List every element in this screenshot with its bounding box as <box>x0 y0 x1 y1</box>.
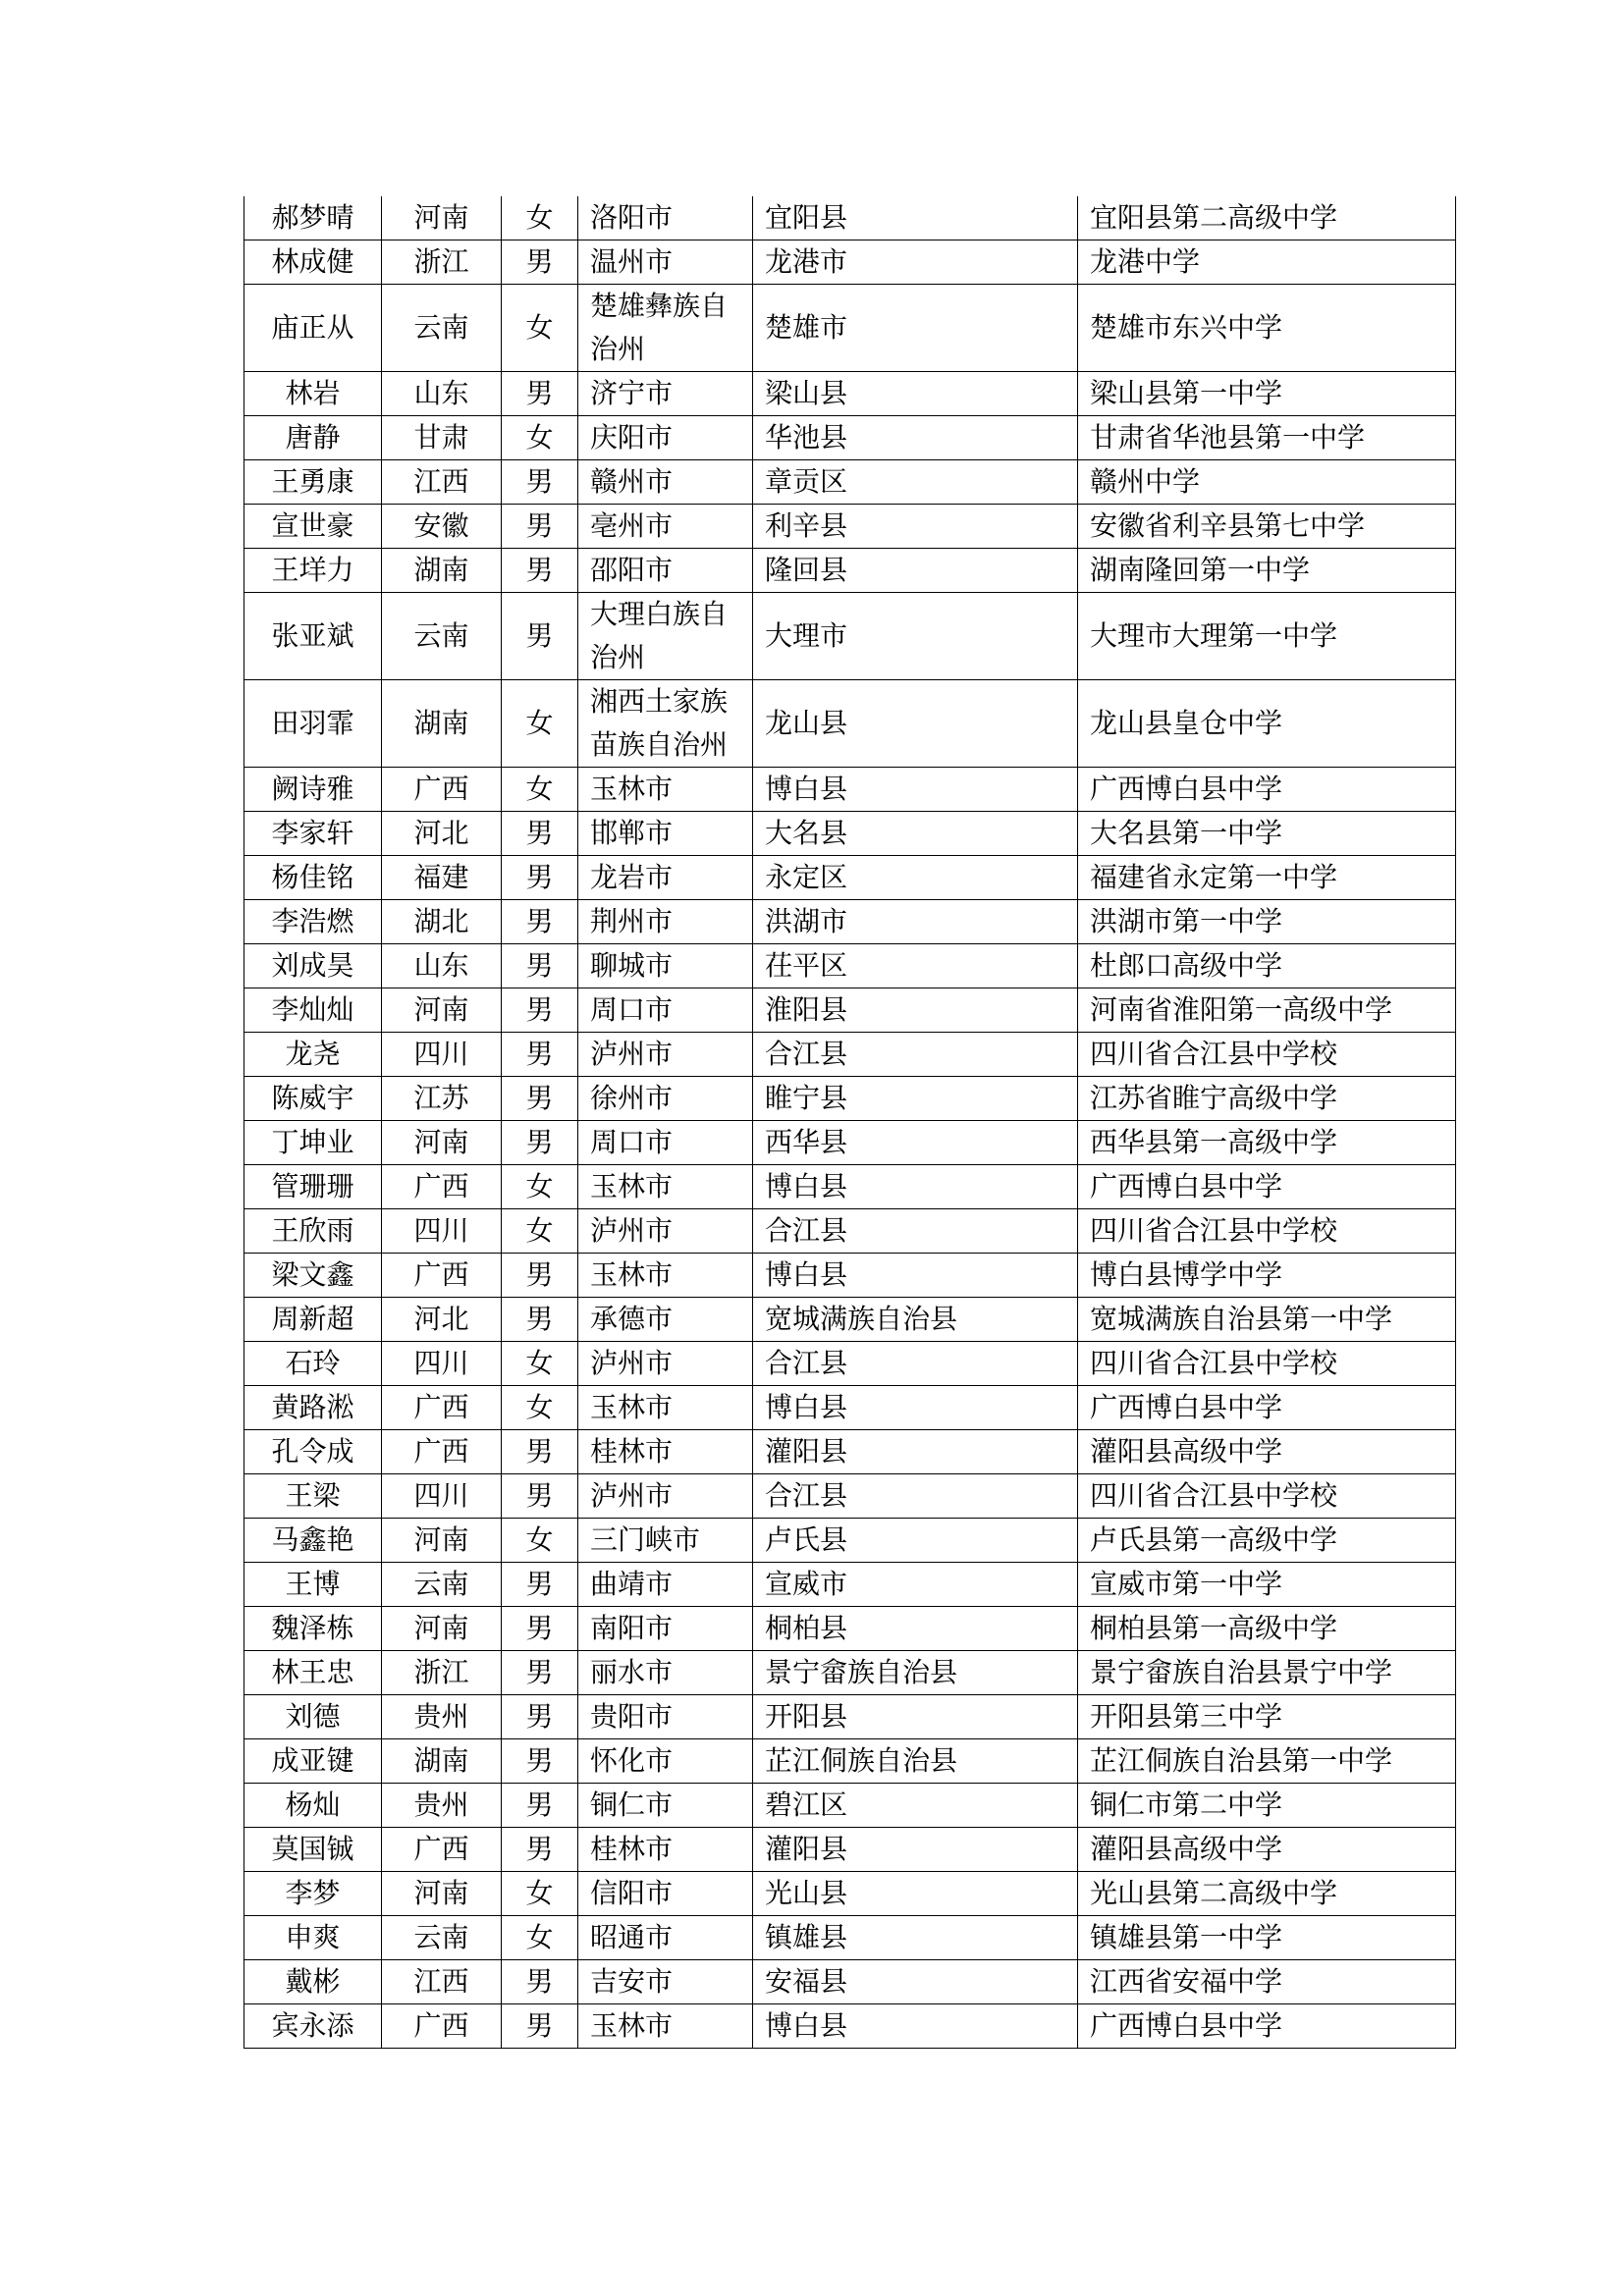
city-cell: 庆阳市 <box>578 416 753 460</box>
province-cell: 广西 <box>382 2004 502 2049</box>
province-cell: 云南 <box>382 285 502 372</box>
city-cell: 邯郸市 <box>578 812 753 856</box>
name-cell: 丁坤业 <box>244 1121 382 1165</box>
province-cell: 云南 <box>382 1916 502 1960</box>
county-cell: 利辛县 <box>753 505 1078 549</box>
school-cell: 四川省合江县中学校 <box>1078 1342 1456 1386</box>
table-row <box>244 1828 1456 1872</box>
school-cell: 光山县第二高级中学 <box>1078 1872 1456 1916</box>
province-cell: 河南 <box>382 1607 502 1651</box>
province-cell: 江西 <box>382 460 502 505</box>
name-cell: 李家轩 <box>244 812 382 856</box>
county-cell: 合江县 <box>753 1474 1078 1519</box>
school-cell: 杜郎口高级中学 <box>1078 944 1456 988</box>
table-row <box>244 1960 1456 2004</box>
county-cell: 合江县 <box>753 1209 1078 1254</box>
name-cell: 李梦 <box>244 1872 382 1916</box>
school-cell: 广西博白县中学 <box>1078 768 1456 812</box>
name-cell: 王勇康 <box>244 460 382 505</box>
table-row <box>244 416 1456 460</box>
name-cell: 周新超 <box>244 1298 382 1342</box>
school-cell: 安徽省利辛县第七中学 <box>1078 505 1456 549</box>
county-cell: 博白县 <box>753 2004 1078 2049</box>
city-cell: 湘西土家族苗族自治州 <box>578 680 753 768</box>
gender-cell: 男 <box>502 2004 578 2049</box>
table-row <box>244 2004 1456 2049</box>
city-cell: 赣州市 <box>578 460 753 505</box>
gender-cell: 男 <box>502 1739 578 1784</box>
county-cell: 睢宁县 <box>753 1077 1078 1121</box>
county-cell: 大名县 <box>753 812 1078 856</box>
county-cell: 宜阳县 <box>753 196 1078 240</box>
gender-cell: 女 <box>502 1386 578 1430</box>
school-cell: 江西省安福中学 <box>1078 1960 1456 2004</box>
city-cell: 桂林市 <box>578 1430 753 1474</box>
name-cell: 石玲 <box>244 1342 382 1386</box>
province-cell: 四川 <box>382 1342 502 1386</box>
name-cell: 庙正从 <box>244 285 382 372</box>
school-cell: 铜仁市第二中学 <box>1078 1784 1456 1828</box>
gender-cell: 男 <box>502 900 578 944</box>
gender-cell: 男 <box>502 1298 578 1342</box>
gender-cell: 女 <box>502 680 578 768</box>
school-cell: 灌阳县高级中学 <box>1078 1430 1456 1474</box>
table-row <box>244 680 1456 768</box>
city-cell: 荆州市 <box>578 900 753 944</box>
name-cell: 刘德 <box>244 1695 382 1739</box>
name-cell: 龙尧 <box>244 1033 382 1077</box>
county-cell: 宽城满族自治县 <box>753 1298 1078 1342</box>
school-cell: 博白县博学中学 <box>1078 1254 1456 1298</box>
name-cell: 王博 <box>244 1563 382 1607</box>
province-cell: 河北 <box>382 1298 502 1342</box>
table-row <box>244 1342 1456 1386</box>
name-cell: 李灿灿 <box>244 988 382 1033</box>
school-cell: 景宁畲族自治县景宁中学 <box>1078 1651 1456 1695</box>
school-cell: 四川省合江县中学校 <box>1078 1033 1456 1077</box>
province-cell: 山东 <box>382 944 502 988</box>
school-cell: 楚雄市东兴中学 <box>1078 285 1456 372</box>
school-cell: 卢氏县第一高级中学 <box>1078 1519 1456 1563</box>
school-cell: 广西博白县中学 <box>1078 2004 1456 2049</box>
name-cell: 林岩 <box>244 372 382 416</box>
table-row <box>244 460 1456 505</box>
city-cell: 温州市 <box>578 240 753 285</box>
name-cell: 梁文鑫 <box>244 1254 382 1298</box>
gender-cell: 男 <box>502 856 578 900</box>
city-cell: 怀化市 <box>578 1739 753 1784</box>
name-cell: 管珊珊 <box>244 1165 382 1209</box>
county-cell: 章贡区 <box>753 460 1078 505</box>
city-cell: 玉林市 <box>578 1254 753 1298</box>
province-cell: 贵州 <box>382 1784 502 1828</box>
city-cell: 邵阳市 <box>578 549 753 593</box>
school-cell: 甘肃省华池县第一中学 <box>1078 416 1456 460</box>
county-cell: 碧江区 <box>753 1784 1078 1828</box>
name-cell: 莫国铖 <box>244 1828 382 1872</box>
county-cell: 安福县 <box>753 1960 1078 2004</box>
city-cell: 南阳市 <box>578 1607 753 1651</box>
gender-cell: 男 <box>502 944 578 988</box>
province-cell: 云南 <box>382 1563 502 1607</box>
table-row <box>244 900 1456 944</box>
school-cell: 西华县第一高级中学 <box>1078 1121 1456 1165</box>
county-cell: 卢氏县 <box>753 1519 1078 1563</box>
name-cell: 黄路淞 <box>244 1386 382 1430</box>
name-cell: 张亚斌 <box>244 593 382 680</box>
province-cell: 河南 <box>382 1519 502 1563</box>
county-cell: 茌平区 <box>753 944 1078 988</box>
name-cell: 戴彬 <box>244 1960 382 2004</box>
city-cell: 周口市 <box>578 988 753 1033</box>
city-cell: 曲靖市 <box>578 1563 753 1607</box>
table-row <box>244 812 1456 856</box>
county-cell: 梁山县 <box>753 372 1078 416</box>
name-cell: 马鑫艳 <box>244 1519 382 1563</box>
table-row <box>244 856 1456 900</box>
county-cell: 西华县 <box>753 1121 1078 1165</box>
name-cell: 王欣雨 <box>244 1209 382 1254</box>
gender-cell: 女 <box>502 768 578 812</box>
county-cell: 淮阳县 <box>753 988 1078 1033</box>
name-cell: 陈威宇 <box>244 1077 382 1121</box>
name-cell: 杨佳铭 <box>244 856 382 900</box>
gender-cell: 女 <box>502 285 578 372</box>
city-cell: 三门峡市 <box>578 1519 753 1563</box>
province-cell: 广西 <box>382 1165 502 1209</box>
table-row <box>244 1739 1456 1784</box>
province-cell: 贵州 <box>382 1695 502 1739</box>
county-cell: 灌阳县 <box>753 1430 1078 1474</box>
school-cell: 灌阳县高级中学 <box>1078 1828 1456 1872</box>
city-cell: 信阳市 <box>578 1872 753 1916</box>
table-row <box>244 1386 1456 1430</box>
province-cell: 四川 <box>382 1033 502 1077</box>
gender-cell: 男 <box>502 593 578 680</box>
province-cell: 湖南 <box>382 549 502 593</box>
table-row <box>244 240 1456 285</box>
name-cell: 林王忠 <box>244 1651 382 1695</box>
gender-cell: 男 <box>502 240 578 285</box>
table-row <box>244 1209 1456 1254</box>
city-cell: 玉林市 <box>578 2004 753 2049</box>
school-cell: 四川省合江县中学校 <box>1078 1474 1456 1519</box>
school-cell: 赣州中学 <box>1078 460 1456 505</box>
table-row <box>244 1784 1456 1828</box>
province-cell: 湖南 <box>382 680 502 768</box>
table-row <box>244 1077 1456 1121</box>
name-cell: 宣世豪 <box>244 505 382 549</box>
table-row <box>244 1165 1456 1209</box>
table-row <box>244 1254 1456 1298</box>
city-cell: 桂林市 <box>578 1828 753 1872</box>
name-cell: 阙诗雅 <box>244 768 382 812</box>
province-cell: 广西 <box>382 768 502 812</box>
county-cell: 光山县 <box>753 1872 1078 1916</box>
province-cell: 河南 <box>382 1872 502 1916</box>
table-row <box>244 1519 1456 1563</box>
province-cell: 河北 <box>382 812 502 856</box>
province-cell: 江西 <box>382 1960 502 2004</box>
table-row <box>244 988 1456 1033</box>
province-cell: 广西 <box>382 1254 502 1298</box>
city-cell: 贵阳市 <box>578 1695 753 1739</box>
gender-cell: 女 <box>502 1872 578 1916</box>
city-cell: 丽水市 <box>578 1651 753 1695</box>
school-cell: 芷江侗族自治县第一中学 <box>1078 1739 1456 1784</box>
gender-cell: 男 <box>502 1563 578 1607</box>
county-cell: 合江县 <box>753 1033 1078 1077</box>
table-row <box>244 285 1456 372</box>
table-row <box>244 549 1456 593</box>
gender-cell: 男 <box>502 1430 578 1474</box>
city-cell: 玉林市 <box>578 1165 753 1209</box>
province-cell: 浙江 <box>382 1651 502 1695</box>
school-cell: 宣威市第一中学 <box>1078 1563 1456 1607</box>
city-cell: 承德市 <box>578 1298 753 1342</box>
gender-cell: 男 <box>502 505 578 549</box>
gender-cell: 男 <box>502 1784 578 1828</box>
school-cell: 四川省合江县中学校 <box>1078 1209 1456 1254</box>
gender-cell: 女 <box>502 1916 578 1960</box>
name-cell: 成亚键 <box>244 1739 382 1784</box>
county-cell: 大理市 <box>753 593 1078 680</box>
name-cell: 宾永添 <box>244 2004 382 2049</box>
school-cell: 镇雄县第一中学 <box>1078 1916 1456 1960</box>
gender-cell: 女 <box>502 1519 578 1563</box>
table-row <box>244 1607 1456 1651</box>
gender-cell: 男 <box>502 460 578 505</box>
province-cell: 广西 <box>382 1386 502 1430</box>
county-cell: 龙港市 <box>753 240 1078 285</box>
city-cell: 泸州市 <box>578 1474 753 1519</box>
table-row <box>244 1121 1456 1165</box>
table-row <box>244 1563 1456 1607</box>
city-cell: 铜仁市 <box>578 1784 753 1828</box>
city-cell: 周口市 <box>578 1121 753 1165</box>
province-cell: 山东 <box>382 372 502 416</box>
gender-cell: 男 <box>502 1651 578 1695</box>
city-cell: 亳州市 <box>578 505 753 549</box>
county-cell: 开阳县 <box>753 1695 1078 1739</box>
province-cell: 湖北 <box>382 900 502 944</box>
city-cell: 楚雄彝族自治州 <box>578 285 753 372</box>
school-cell: 广西博白县中学 <box>1078 1165 1456 1209</box>
county-cell: 博白县 <box>753 1254 1078 1298</box>
table-row <box>244 1651 1456 1695</box>
gender-cell: 女 <box>502 1342 578 1386</box>
city-cell: 玉林市 <box>578 1386 753 1430</box>
school-cell: 桐柏县第一高级中学 <box>1078 1607 1456 1651</box>
name-cell: 孔令成 <box>244 1430 382 1474</box>
table-row <box>244 768 1456 812</box>
city-cell: 泸州市 <box>578 1209 753 1254</box>
province-cell: 河南 <box>382 196 502 240</box>
county-cell: 楚雄市 <box>753 285 1078 372</box>
gender-cell: 女 <box>502 196 578 240</box>
table-row <box>244 1430 1456 1474</box>
name-cell: 刘成昊 <box>244 944 382 988</box>
province-cell: 甘肃 <box>382 416 502 460</box>
province-cell: 四川 <box>382 1474 502 1519</box>
name-cell: 王梁 <box>244 1474 382 1519</box>
province-cell: 广西 <box>382 1828 502 1872</box>
roster-table <box>244 196 1456 2049</box>
roster-table-body <box>244 196 1456 2049</box>
gender-cell: 男 <box>502 1607 578 1651</box>
gender-cell: 女 <box>502 416 578 460</box>
city-cell: 昭通市 <box>578 1916 753 1960</box>
county-cell: 永定区 <box>753 856 1078 900</box>
province-cell: 福建 <box>382 856 502 900</box>
school-cell: 河南省淮阳第一高级中学 <box>1078 988 1456 1033</box>
city-cell: 玉林市 <box>578 768 753 812</box>
city-cell: 龙岩市 <box>578 856 753 900</box>
county-cell: 合江县 <box>753 1342 1078 1386</box>
school-cell: 广西博白县中学 <box>1078 1386 1456 1430</box>
gender-cell: 男 <box>502 1254 578 1298</box>
gender-cell: 男 <box>502 1828 578 1872</box>
gender-cell: 男 <box>502 1033 578 1077</box>
name-cell: 林成健 <box>244 240 382 285</box>
name-cell: 郝梦晴 <box>244 196 382 240</box>
city-cell: 洛阳市 <box>578 196 753 240</box>
name-cell: 杨灿 <box>244 1784 382 1828</box>
gender-cell: 男 <box>502 372 578 416</box>
province-cell: 河南 <box>382 988 502 1033</box>
table-row <box>244 1474 1456 1519</box>
table-row <box>244 944 1456 988</box>
county-cell: 灌阳县 <box>753 1828 1078 1872</box>
table-row <box>244 196 1456 240</box>
name-cell: 李浩燃 <box>244 900 382 944</box>
school-cell: 福建省永定第一中学 <box>1078 856 1456 900</box>
school-cell: 宽城满族自治县第一中学 <box>1078 1298 1456 1342</box>
gender-cell: 女 <box>502 1209 578 1254</box>
county-cell: 洪湖市 <box>753 900 1078 944</box>
school-cell: 湖南隆回第一中学 <box>1078 549 1456 593</box>
roster-sheet <box>244 196 1455 2049</box>
city-cell: 吉安市 <box>578 1960 753 2004</box>
province-cell: 江苏 <box>382 1077 502 1121</box>
school-cell: 开阳县第三中学 <box>1078 1695 1456 1739</box>
province-cell: 广西 <box>382 1430 502 1474</box>
school-cell: 洪湖市第一中学 <box>1078 900 1456 944</box>
county-cell: 宣威市 <box>753 1563 1078 1607</box>
province-cell: 湖南 <box>382 1739 502 1784</box>
county-cell: 博白县 <box>753 1165 1078 1209</box>
gender-cell: 男 <box>502 812 578 856</box>
school-cell: 宜阳县第二高级中学 <box>1078 196 1456 240</box>
name-cell: 申爽 <box>244 1916 382 1960</box>
gender-cell: 女 <box>502 1165 578 1209</box>
province-cell: 云南 <box>382 593 502 680</box>
city-cell: 大理白族自治州 <box>578 593 753 680</box>
table-row <box>244 1872 1456 1916</box>
county-cell: 华池县 <box>753 416 1078 460</box>
school-cell: 龙港中学 <box>1078 240 1456 285</box>
county-cell: 桐柏县 <box>753 1607 1078 1651</box>
province-cell: 安徽 <box>382 505 502 549</box>
school-cell: 大理市大理第一中学 <box>1078 593 1456 680</box>
table-row <box>244 505 1456 549</box>
gender-cell: 男 <box>502 988 578 1033</box>
gender-cell: 男 <box>502 1960 578 2004</box>
province-cell: 浙江 <box>382 240 502 285</box>
county-cell: 博白县 <box>753 768 1078 812</box>
city-cell: 泸州市 <box>578 1033 753 1077</box>
table-row <box>244 1033 1456 1077</box>
county-cell: 景宁畲族自治县 <box>753 1651 1078 1695</box>
province-cell: 河南 <box>382 1121 502 1165</box>
county-cell: 龙山县 <box>753 680 1078 768</box>
table-row <box>244 1695 1456 1739</box>
gender-cell: 男 <box>502 1474 578 1519</box>
city-cell: 聊城市 <box>578 944 753 988</box>
table-row <box>244 1916 1456 1960</box>
province-cell: 四川 <box>382 1209 502 1254</box>
county-cell: 镇雄县 <box>753 1916 1078 1960</box>
gender-cell: 男 <box>502 1121 578 1165</box>
name-cell: 王垟力 <box>244 549 382 593</box>
name-cell: 魏泽栋 <box>244 1607 382 1651</box>
name-cell: 唐静 <box>244 416 382 460</box>
county-cell: 芷江侗族自治县 <box>753 1739 1078 1784</box>
city-cell: 徐州市 <box>578 1077 753 1121</box>
name-cell: 田羽霏 <box>244 680 382 768</box>
county-cell: 博白县 <box>753 1386 1078 1430</box>
table-row <box>244 593 1456 680</box>
school-cell: 龙山县皇仓中学 <box>1078 680 1456 768</box>
county-cell: 隆回县 <box>753 549 1078 593</box>
gender-cell: 男 <box>502 1695 578 1739</box>
table-row <box>244 372 1456 416</box>
city-cell: 泸州市 <box>578 1342 753 1386</box>
gender-cell: 男 <box>502 549 578 593</box>
school-cell: 梁山县第一中学 <box>1078 372 1456 416</box>
school-cell: 江苏省睢宁高级中学 <box>1078 1077 1456 1121</box>
gender-cell: 男 <box>502 1077 578 1121</box>
city-cell: 济宁市 <box>578 372 753 416</box>
school-cell: 大名县第一中学 <box>1078 812 1456 856</box>
table-row <box>244 1298 1456 1342</box>
